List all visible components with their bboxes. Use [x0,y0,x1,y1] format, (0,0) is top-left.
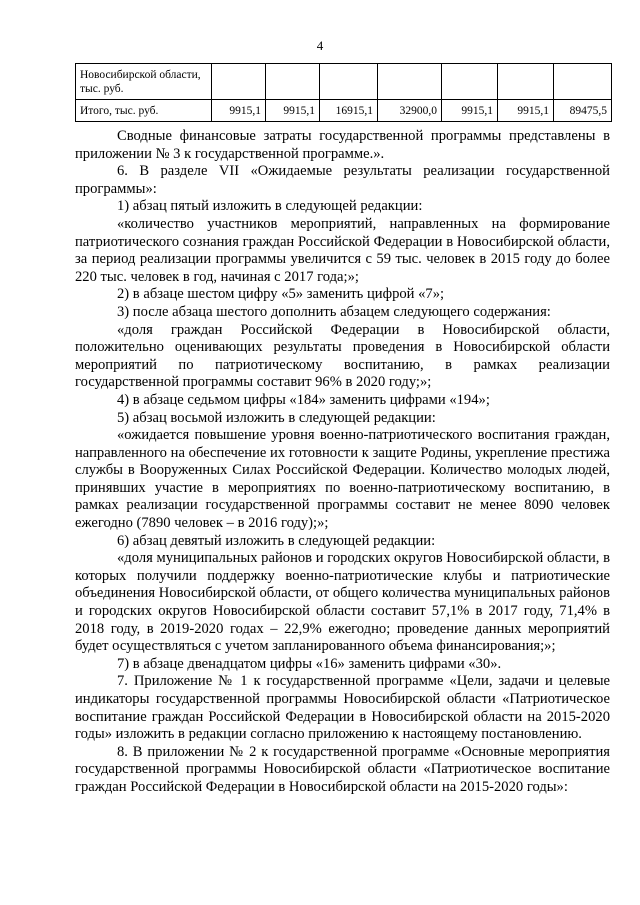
paragraph: 1) абзац пятый изложить в следующей редакции: [117,198,423,215]
table-cell: 9915,1 [442,100,498,122]
table-row-label: Итого, тыс. руб. [76,100,212,122]
table-cell [266,64,320,100]
financing-table [75,63,612,122]
paragraph: 4) в абзаце седьмом цифры «184» заменить цифрами «194»; [117,391,490,408]
paragraph: 7) в абзаце двенадцатом цифры «16» заменить цифрами «30». [117,655,502,672]
table-cell [378,64,442,100]
paragraph: 8. В приложении № 2 к государственной программе «Основные мероприятия государственной программы Новосибирской области «Патриотическое воспитание граждан Российской Федерации в Новосибирской области на 2015-2020 годы»: [75,743,610,795]
paragraph: «доля муниципальных районов и городских округов Новосибирской области, в которых получили поддержку военно-патриотические клубы и патриотические объединения Новосибирской области, от общего количества муниципальных районов и городских округов Новосибирской области составит 57,1% в 2017 году, 71,4% в 2018 году, в 2019-2020 годах – 22,9% ежегодно; проведение данных мероприятий будет осуществляться с учетом запланированного объема финансирования;»; [75,550,610,655]
paragraph: 5) абзац восьмой изложить в следующей редакции: [117,409,436,426]
table-cell [320,64,378,100]
paragraph: 6. В разделе VII «Ожидаемые результаты реализации государственной программы»: [75,163,610,197]
document-body [75,128,610,797]
table-cell [554,64,612,100]
table-cell [498,64,554,100]
table-row [76,64,612,100]
page-number: 4 [316,38,324,53]
paragraph: 3) после абзаца шестого дополнить абзацем следующего содержания: [117,303,551,320]
table-cell [442,64,498,100]
table-row [76,100,612,122]
paragraph: 7. Приложение № 1 к государственной программе «Цели, задачи и целевые индикаторы государственной программы Новосибирской области «Патриотическое воспитание граждан Российской Федерации в Новосибирской области на 2015-2020 годы» изложить в редакции согласно приложению к настоящему постановлению. [75,673,610,743]
table-cell: 32900,0 [378,100,442,122]
table-cell: 9915,1 [212,100,266,122]
table-row-label: Новосибирской области, тыс. руб. [76,64,212,100]
paragraph: «ожидается повышение уровня военно-патриотического воспитания граждан, направленного на обеспечение их готовности к защите Родины, укрепление престижа службы в Вооруженных Силах Российской Федерации. Количество молодых людей, принявших участие в мероприятиях по военно-патриотическому воспитанию, в рамках реализации государственной программы составит не менее 8090 человек ежегодно (7890 человек – в 2016 году);»; [75,427,610,532]
paragraph: «доля граждан Российской Федерации в Новосибирской области, положительно оценивающих результаты проведения в Новосибирской области мероприятий по патриотическому воспитанию, в рамках реализации государственной программы составит 96% в 2020 году;»; [75,321,610,391]
table-cell: 9915,1 [266,100,320,122]
table-cell: 9915,1 [498,100,554,122]
table-cell: 89475,5 [554,100,612,122]
table-cell [212,64,266,100]
paragraph: Сводные финансовые затраты государственной программы представлены в приложении № 3 к государственной программе.». [75,128,610,162]
table-cell: 16915,1 [320,100,378,122]
paragraph: 6) абзац девятый изложить в следующей редакции: [117,532,436,549]
paragraph: 2) в абзаце шестом цифру «5» заменить цифрой «7»; [117,286,445,303]
paragraph: «количество участников мероприятий, направленных на формирование патриотического сознания граждан Российской Федерации в Новосибирской области, за период реализации программы увеличится с 59 тыс. человек в 2015 году до более 220 тыс. человек в год, начиная с 2017 года;»; [75,215,610,285]
